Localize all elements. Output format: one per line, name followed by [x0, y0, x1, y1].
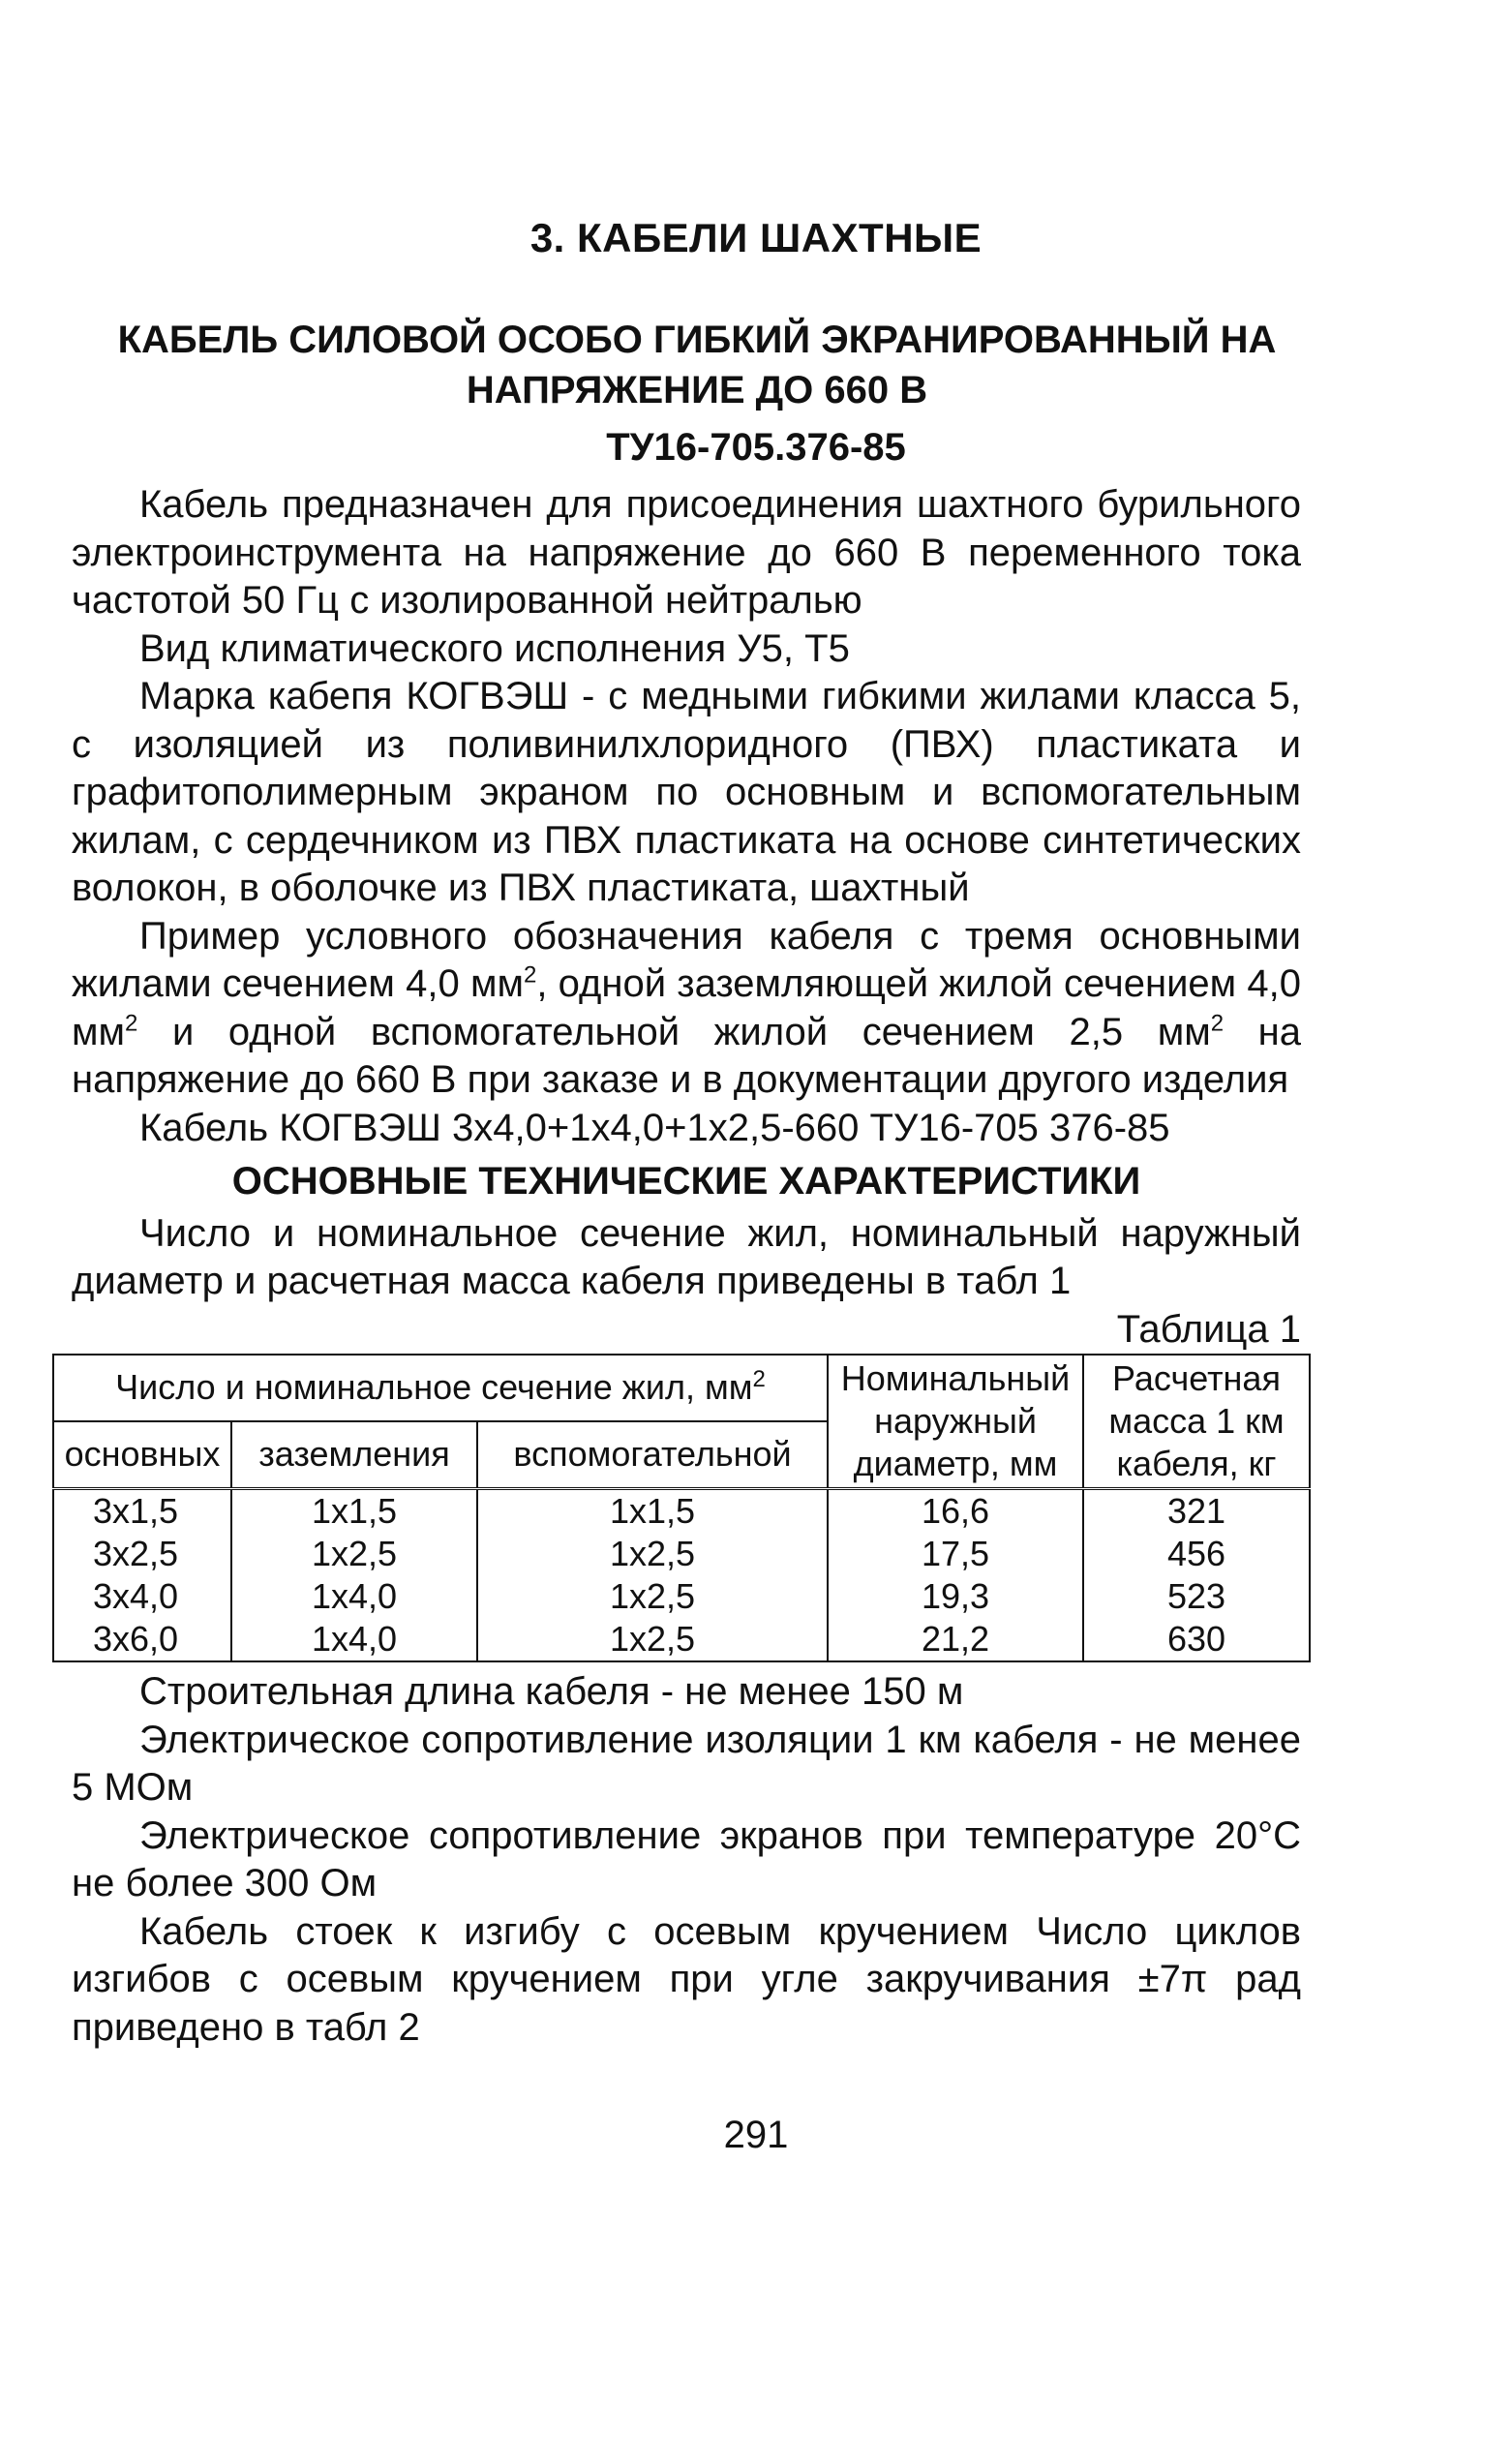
col-header-ground: заземления [231, 1421, 477, 1489]
col-header-aux: вспомогательной [477, 1421, 828, 1489]
paragraph-designation: Кабель КОГВЭШ 3х4,0+1х4,0+1х2,5-660 ТУ16-705 376-85 [139, 1106, 1170, 1149]
cell-ground: 1х4,0 [231, 1575, 477, 1618]
cell-aux: 1х2,5 [477, 1533, 828, 1575]
paragraph-example [72, 913, 1301, 1105]
cell-aux: 1х2,5 [477, 1575, 828, 1618]
col-header-diameter: Номинальный наружный диаметр, мм [828, 1355, 1083, 1489]
paragraph-tech-intro: Число и номинальное сечение жил, номинальный наружный диаметр и расчетная масса кабеля приведены в табл 1 [72, 1211, 1301, 1302]
paragraph-bending: Кабель стоек к изгибу с осевым кручением Число циклов изгибов с осевым кручением при угле закручивания ±7π рад приведено в табл 2 [72, 1909, 1301, 2049]
cell-mass: 456 [1083, 1533, 1310, 1575]
example-part-c: и одной вспомогательной жилой сечением 2,5 мм [137, 1010, 1211, 1053]
superscript: 2 [125, 1010, 138, 1037]
paragraph-screens: Электрическое сопротивление экранов при температуре 20°С не более 300 Ом [72, 1813, 1301, 1904]
superscript: 2 [523, 961, 537, 989]
table-row [53, 1489, 1310, 1534]
tech-heading: ОСНОВНЫЕ ТЕХНИЧЕСКИЕ ХАРАКТЕРИСТИКИ [231, 1160, 1141, 1203]
table-group-header [53, 1355, 828, 1421]
cell-aux: 1х1,5 [477, 1489, 828, 1534]
cell-main: 3х6,0 [53, 1618, 231, 1661]
cell-main: 3х2,5 [53, 1533, 231, 1575]
cell-main: 3х4,0 [53, 1575, 231, 1618]
cell-diameter: 21,2 [828, 1618, 1083, 1661]
superscript: 2 [752, 1366, 766, 1393]
table-row [53, 1533, 1310, 1575]
paragraph-insulation: Электрическое сопротивление изоляции 1 км кабеля - не менее 5 МОм [72, 1718, 1301, 1809]
paragraph-climate: Вид климатического исполнения У5, Т5 [139, 626, 850, 670]
table-row [53, 1618, 1310, 1661]
cell-ground: 1х2,5 [231, 1533, 477, 1575]
superscript: 2 [1210, 1010, 1225, 1037]
cell-ground: 1х1,5 [231, 1489, 477, 1534]
cell-aux: 1х2,5 [477, 1618, 828, 1661]
spec-code: ТУ16-705.376-85 [606, 426, 906, 469]
col-header-mass: Расчетная масса 1 км кабеля, кг [1083, 1355, 1310, 1489]
table-row [53, 1575, 1310, 1618]
spec-table [52, 1354, 1311, 1662]
example-part-d: на напряжение до 660 В при заказе и в документации другого изделия [72, 1010, 1301, 1101]
body-text [64, 481, 1301, 2052]
col-header-main: основных [53, 1421, 231, 1489]
cell-mass: 630 [1083, 1618, 1310, 1661]
paragraph-brand: Марка кабепя КОГВЭШ - с медными гибкими жилами класса 5, с изоляцией из поливинилхлоридного (ПВХ) пластиката и графитополимерным экраном по основным и вспомогательным жилам, с сердечником из ПВХ пластиката на основе синтетических волокон, в оболочке из ПВХ пластиката, шахтный [72, 675, 1301, 909]
page-number: 291 [723, 2114, 789, 2156]
cell-diameter: 19,3 [828, 1575, 1083, 1618]
table-caption: Таблица 1 [1116, 1307, 1301, 1351]
example-part-b: , одной заземляющей жилой сечением 4,0 мм [72, 962, 1301, 1053]
document-title: КАБЕЛЬ СИЛОВОЙ ОСОБО ГИБКИЙ ЭКРАНИРОВАННЫЙ НА НАПРЯЖЕНИЕ ДО 660 В [117, 319, 1277, 411]
section-heading: 3. КАБЕЛИ ШАХТНЫЕ [529, 215, 983, 260]
group-header-text: Число и номинальное сечение жил, мм [115, 1367, 753, 1408]
cell-mass: 321 [1083, 1489, 1310, 1534]
cell-diameter: 16,6 [828, 1489, 1083, 1534]
cell-ground: 1х4,0 [231, 1618, 477, 1661]
cell-main: 3х1,5 [53, 1489, 231, 1534]
paragraph-purpose: Кабель предназначен для присоединения шахтного бурильного электроинструмента на напряжение до 660 В переменного тока частотой 50 Гц с изолированной нейтралью [72, 483, 1301, 622]
example-part-a: Пример условного обозначения кабеля с тремя основными жилами сечением 4,0 мм [72, 914, 1301, 1005]
cell-mass: 523 [1083, 1575, 1310, 1618]
paragraph-length: Строительная длина кабеля - не менее 150 м [139, 1670, 964, 1713]
cell-diameter: 17,5 [828, 1533, 1083, 1575]
